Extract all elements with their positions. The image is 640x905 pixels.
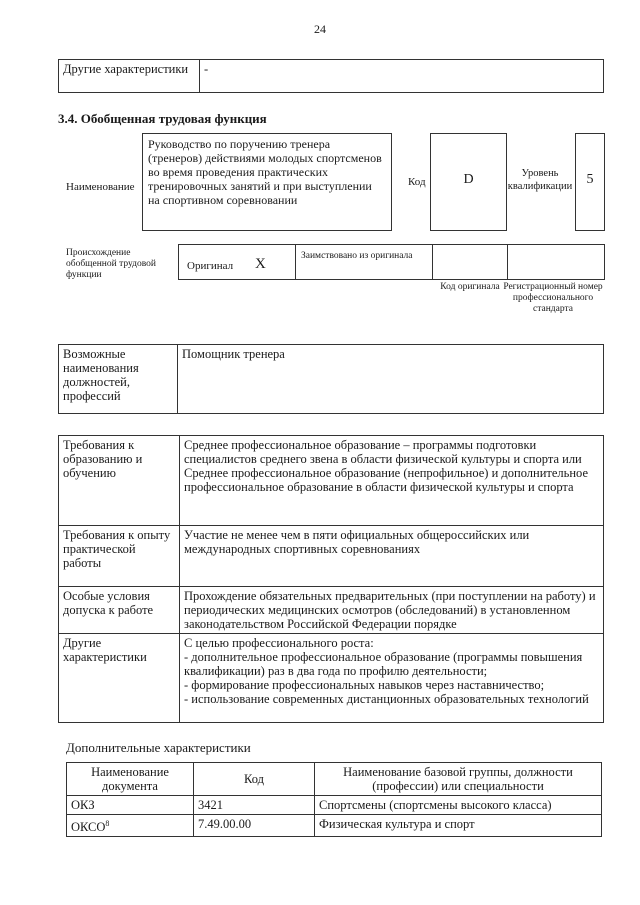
education-requirements-label: Требования к образованию и обучению — [59, 436, 180, 526]
origin-divider — [507, 245, 508, 279]
level-value-box — [575, 133, 605, 231]
function-name-text: Руководство по поручению тренера (тренеров) действиями молодых спортсменов во время проведения практических тренировочных занятий и при выступлении на спортивном соревновании — [148, 137, 382, 207]
code-value: D — [463, 172, 474, 187]
section-heading: 3.4. Обобщенная трудовая функция — [58, 111, 267, 126]
level-value: 5 — [586, 172, 594, 187]
other-characteristics-value: - — [200, 60, 604, 93]
text-line: - дополнительное профессиональное образование (программы повышения квалификации) раз в два года по профилю деятельности; — [184, 650, 583, 678]
table-row — [59, 526, 604, 587]
other-characteristics-label: Другие характеристики — [59, 634, 180, 723]
admission-conditions-value: Прохождение обязательных предварительных (при поступлении на работу) и периодических медицинских осмотров (обследований) в установленном законодательством Российской Федерации порядке — [180, 587, 604, 634]
code-cell: 7.49.00.00 — [194, 815, 315, 837]
original-label: Оригинал — [187, 260, 234, 272]
header-code: Код — [194, 763, 315, 796]
doc-name: ОКСО — [71, 820, 106, 835]
positions-label: Возможные наименования должностей, профессий — [59, 345, 178, 414]
function-name-box — [142, 133, 392, 231]
origin-divider — [295, 245, 296, 279]
doc-cell: ОКЗ — [67, 796, 194, 815]
positions-table — [58, 344, 604, 414]
text-line: - использование современных дистанционных образовательных технологий — [184, 692, 589, 706]
origin-label: Происхождение обобщенной трудовой функции — [66, 248, 156, 280]
other-characteristics-value — [180, 634, 604, 723]
text-line: - формирование профессиональных навыков через наставничество; — [184, 678, 545, 692]
table-row — [59, 587, 604, 634]
borrowed-label: Заимствовано из оригинала — [301, 251, 413, 261]
additional-heading: Дополнительные характеристики — [66, 740, 251, 755]
table-row — [67, 815, 602, 837]
table-row — [59, 634, 604, 723]
other-characteristics-top-table — [58, 59, 604, 93]
header-document: Наименование документа — [67, 763, 194, 796]
original-mark: X — [255, 256, 266, 272]
other-characteristics-label: Другие характеристики — [59, 60, 200, 93]
table-row — [67, 796, 602, 815]
positions-value: Помощник тренера — [178, 345, 604, 414]
level-label: Уровень квалификации — [507, 168, 573, 192]
code-value-box — [430, 133, 507, 231]
name-label: Наименование — [66, 181, 135, 193]
code-label: Код — [408, 176, 426, 188]
name-cell: Физическая культура и спорт — [315, 815, 602, 837]
additional-table — [66, 762, 602, 837]
origin-row — [178, 244, 605, 280]
header-name: Наименование базовой группы, должности (профессии) или специальности — [315, 763, 602, 796]
footnote-mark: 8 — [105, 819, 110, 828]
reg-number-caption: Регистрационный номер профессионального стандарта — [503, 282, 603, 314]
page-number: 24 — [314, 22, 326, 36]
code-original-caption: Код оригинала — [440, 282, 500, 292]
education-requirements-value: Среднее профессиональное образование – программы подготовки специалистов среднего звена в области физической культуры и спорта или Среднее профессиональное образование (непрофильное) и дополнительное профессиональное образование в области физической культуры и спорта — [180, 436, 604, 526]
text-line: С целью профессионального роста: — [184, 636, 374, 650]
table-row — [59, 345, 604, 414]
experience-requirements-value: Участие не менее чем в пяти официальных общероссийских или международных спортивных соревнованиях — [180, 526, 604, 587]
origin-divider — [432, 245, 433, 279]
table-row — [67, 763, 602, 796]
admission-conditions-label: Особые условия допуска к работе — [59, 587, 180, 634]
experience-requirements-label: Требования к опыту практической работы — [59, 526, 180, 587]
requirements-table — [58, 435, 604, 723]
table-row — [59, 60, 604, 93]
code-cell: 3421 — [194, 796, 315, 815]
table-row — [59, 436, 604, 526]
name-cell: Спортсмены (спортсмены высокого класса) — [315, 796, 602, 815]
doc-cell — [67, 815, 194, 837]
